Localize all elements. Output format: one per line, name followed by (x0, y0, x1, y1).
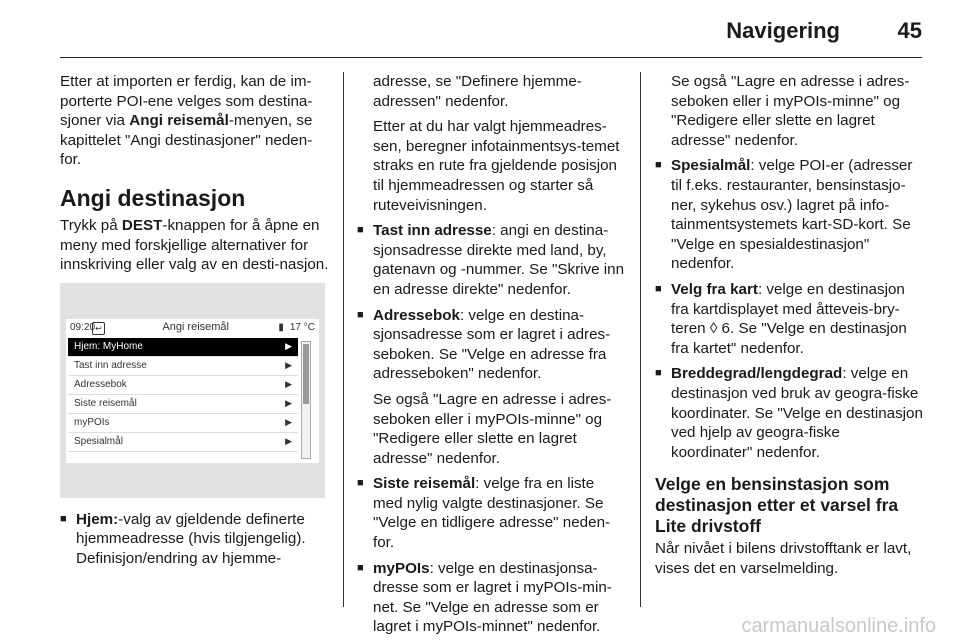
screen-display (66, 319, 319, 463)
screen-temperature: 17 °C (289, 322, 315, 334)
bullet-mypois: ■ myPOIs: velge en destinasjonsa-dresse som er lagret i myPOIs-min-net. Se "Velge en adresse som er lagret i myPOIs-minnet" nedenfor. (357, 559, 625, 637)
bullet-spesialmal: ■ Spesialmål: velge POI-er (adresser til f.eks. restauranter, bensinstasjo-ner, sykehus osv.) lagret på info-tainmentsystemets kart-SD-kort. Se "Velge en spesialdestinasjon" nedenfor. (655, 156, 925, 274)
bullet-hjem: ■ Hjem:-valg av gjeldende definerte hjemmeadresse (hvis tilgjengelig). Definisjon/endring av hjemme- (60, 510, 330, 569)
intro-paragraph: Etter at importen er ferdig, kan de im-porterte POI-ene velges som destina-sjoner via Angi reisemål-menyen, se kapittelet "Angi destinasjoner" neden-for. (60, 73, 313, 169)
column-left (60, 72, 330, 575)
chevron-right-icon: ▶ (285, 416, 292, 427)
page-title: Navigering (726, 18, 840, 43)
menu-item-hjem[interactable]: Hjem: MyHome ▶ (68, 338, 298, 357)
bullet-breddegrad: ■ Breddegrad/lengdegrad: velge en destinasjon ved bruk av geogra-fiske koordinater. Se "Velge en destinasjon ved hjelp av geogra-fiske koordinater" nedenfor. (655, 364, 925, 462)
chevron-right-icon: ▶ (285, 435, 292, 446)
page-number: 45 (897, 18, 922, 43)
text-paragraph: Etter at du har valgt hjemmeadres-sen, beregner infotainmentsys-temet straks en rute fra gjeldende posisjon til hjemmeadressen og starter så ruteveivisningen. (373, 118, 620, 214)
text-paragraph: Se også "Lagre en adresse i adres-seboken eller i myPOIs-minne" og "Redigere eller slette en lagret adresse" nedenfor. (671, 73, 910, 149)
chevron-right-icon: ▶ (285, 397, 292, 408)
watermark: carmanualsonline.info (741, 615, 936, 637)
dest-paragraph: Trykk på DEST-knappen for å åpne en meny med forskjellige alternativer for innskriving eller valg av en desti-nasjon. (60, 216, 329, 274)
chevron-right-icon: ▶ (285, 359, 292, 370)
menu-item-tast-inn-adresse[interactable]: Tast inn adresse ▶ (68, 357, 298, 376)
header-divider (60, 57, 922, 58)
column-divider (640, 72, 641, 607)
text-paragraph: adresse, se "Definere hjemme-adressen" nedenfor. (373, 73, 582, 110)
bullet-siste-reisemal: ■ Siste reisemål: velge fra en liste med nylig valgte destinasjoner. Se "Velge en tidligere adresse" neden-for. (357, 474, 625, 552)
screen-clock: 09:20 (70, 322, 96, 334)
screen-top-bar (66, 319, 319, 338)
menu-item-mypois[interactable]: myPOIs ▶ (68, 414, 298, 433)
menu-item-siste-reisemal[interactable]: Siste reisemål ▶ (68, 395, 298, 414)
chevron-right-icon: ▶ (285, 378, 292, 389)
menu-item-adressebok[interactable]: Adressebok ▶ (68, 376, 298, 395)
column-right (655, 72, 925, 584)
screen-title: Angi reisemål (162, 321, 229, 334)
column-divider (343, 72, 344, 607)
bullet-adressebok: ■ Adressebok: velge en destina-sjonsadresse som er lagret i adres-seboken. Se "Velge en adresse fra adresseboken" nedenfor. (357, 306, 625, 384)
bullet-tast-inn-adresse: ■ Tast inn adresse: angi en destina-sjonsadresse direkte med land, by, gatenavn og -nummer. Se "Skrive inn en adresse direkte" nedenfor. (357, 221, 625, 299)
page-header (0, 0, 960, 60)
column-middle (357, 72, 625, 643)
scrollbar-thumb[interactable] (303, 344, 309, 404)
infotainment-screenshot (60, 283, 325, 498)
back-arrow-icon[interactable]: ↩ (92, 322, 105, 335)
text-paragraph: Se også "Lagre en adresse i adres-seboken eller i myPOIs-minne" og "Redigere eller slette en lagret adresse" nedenfor. (373, 390, 612, 467)
bullet-velg-fra-kart: ■ Velg fra kart: velge en destinasjon fra kartdisplayet med åtteveis-bry-teren ◊ 6. Se "Velge en destinasjon fra kartet" nedenfor. (655, 280, 925, 358)
screen-scrollbar[interactable] (301, 341, 311, 459)
section-heading: Angi destinasjon (60, 184, 246, 211)
signal-icon: ▮ (278, 322, 284, 334)
subsection-heading: Velge en bensinstasjon som destinasjon etter et varsel fra Lite drivstoff (655, 474, 899, 537)
chevron-right-icon: ▶ (285, 340, 292, 351)
text-paragraph: Når nivået i bilens drivstofftank er lavt, vises det en varselmelding. (655, 540, 912, 577)
menu-item-spesialmal[interactable]: Spesialmål ▶ (68, 433, 298, 452)
